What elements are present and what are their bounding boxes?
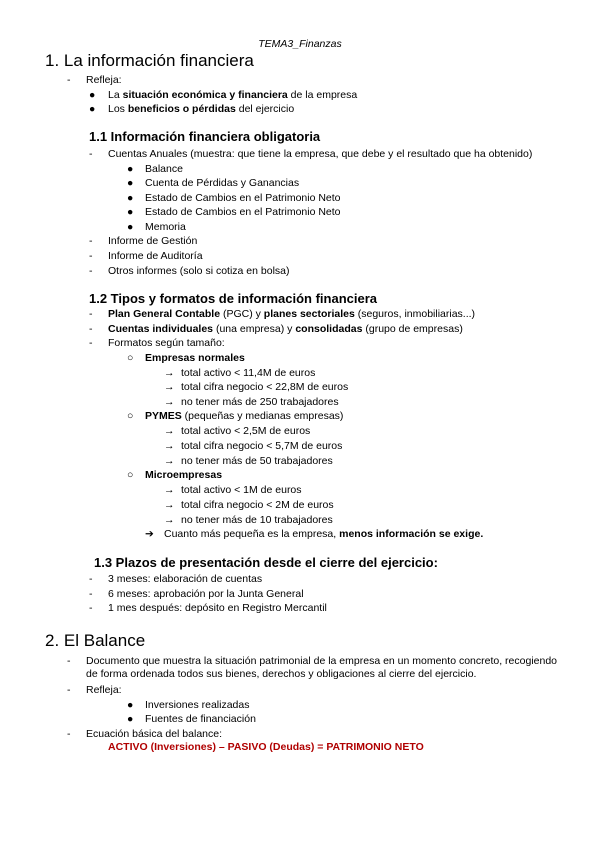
balance-definition: Documento que muestra la situación patrimonial de la empresa en un momento concreto, recogiendo de forma ordenada todos sus bienes, derechos y obligaciones al cierre del ejercicio. (86, 655, 558, 680)
list-item: Otros informes (solo si cotiza en bolsa) (108, 265, 290, 277)
dash-marker: - (67, 684, 71, 696)
circle-marker: ○ (127, 352, 134, 364)
circle-marker: ○ (127, 469, 134, 481)
bullet-marker: ● (89, 103, 96, 115)
list-item: 1 mes después: depósito en Registro Mercantil (108, 602, 327, 614)
empresas-normales-title: Empresas normales (145, 352, 245, 364)
dash-marker: - (89, 588, 93, 600)
bullet-marker: ● (127, 221, 134, 233)
section-1-2-heading: 1.2 Tipos y formatos de información financiera (89, 291, 377, 306)
microempresas-title: Microempresas (145, 469, 223, 481)
bullet-marker: ● (127, 177, 134, 189)
refleja-label: Refleja: (86, 74, 122, 86)
list-item: 6 meses: aprobación por la Junta General (108, 588, 304, 600)
circle-marker: ○ (127, 410, 134, 422)
dash-marker: - (89, 602, 93, 614)
ecuacion-label: Ecuación básica del balance: (86, 728, 223, 740)
arrow-marker: → (164, 396, 175, 408)
list-item: Plan General Contable (PGC) y planes sectoriales (seguros, inmobiliarias...) (108, 308, 476, 320)
bullet-marker: ● (127, 699, 134, 711)
dash-marker: - (89, 573, 93, 585)
bullet-marker: ● (127, 206, 134, 218)
arrow-marker: → (164, 514, 175, 526)
balance-formula: ACTIVO (Inversiones) – PASIVO (Deudas) = PATRIMONIO NETO (108, 741, 424, 753)
list-item: Inversiones realizadas (145, 699, 250, 711)
section-2-heading: 2. El Balance (45, 631, 146, 650)
list-item: Informe de Gestión (108, 235, 198, 247)
list-item: 3 meses: elaboración de cuentas (108, 573, 263, 585)
bullet-marker: ● (127, 163, 134, 175)
arrow-marker: → (164, 499, 175, 511)
dash-marker: - (89, 337, 93, 349)
refleja-label: Refleja: (86, 684, 122, 696)
list-item: Cuentas individuales (una empresa) y consolidadas (grupo de empresas) (108, 323, 463, 335)
dash-marker: - (89, 148, 93, 160)
conclusion-text: Cuanto más pequeña es la empresa, menos información se exige. (164, 528, 484, 540)
page-header-title: TEMA3_Finanzas (258, 38, 342, 50)
list-item: Los beneficios o pérdidas del ejercicio (108, 103, 295, 115)
list-item: Formatos según tamaño: (108, 337, 225, 349)
pymes-title: PYMES (pequeñas y medianas empresas) (145, 410, 344, 422)
section-1-3-heading: 1.3 Plazos de presentación desde el cierre del ejercicio: (94, 555, 438, 570)
dash-marker: - (67, 728, 71, 740)
arrow-marker: → (164, 455, 175, 467)
list-item: Estado de Cambios en el Patrimonio Neto (145, 206, 341, 218)
bold-arrow-icon: ➔ (145, 528, 154, 540)
list-item: Estado de Cambios en el Patrimonio Neto (145, 192, 341, 204)
arrow-marker: → (164, 425, 175, 437)
arrow-marker: → (164, 381, 175, 393)
list-item: La situación económica y financiera de la empresa (108, 89, 358, 101)
bullet-marker: ● (127, 192, 134, 204)
dash-marker: - (89, 250, 93, 262)
section-1-1-heading: 1.1 Información financiera obligatoria (89, 129, 321, 144)
list-item: Fuentes de financiación (145, 713, 256, 725)
dash-marker: - (89, 265, 93, 277)
list-item: total activo < 1M de euros (181, 484, 302, 496)
dash-marker: - (89, 323, 93, 335)
list-item: no tener más de 50 trabajadores (181, 455, 333, 467)
list-item: Memoria (145, 221, 186, 233)
arrow-marker: → (164, 484, 175, 496)
cuentas-anuales: Cuentas Anuales (muestra: que tiene la empresa, que debe y el resultado que ha obtenido) (108, 148, 533, 160)
list-item: total cifra negocio < 2M de euros (181, 499, 334, 511)
list-item: no tener más de 250 trabajadores (181, 396, 339, 408)
dash-marker: - (67, 655, 71, 667)
list-item: total activo < 11,4M de euros (181, 367, 316, 379)
dash-marker: - (67, 74, 71, 86)
list-item: Balance (145, 163, 183, 175)
list-item: Cuenta de Pérdidas y Ganancias (145, 177, 300, 189)
list-item: total activo < 2,5M de euros (181, 425, 311, 437)
arrow-marker: → (164, 440, 175, 452)
bullet-marker: ● (89, 89, 96, 101)
list-item: total cifra negocio < 5,7M de euros (181, 440, 343, 452)
bullet-marker: ● (127, 713, 134, 725)
dash-marker: - (89, 235, 93, 247)
list-item: no tener más de 10 trabajadores (181, 514, 333, 526)
arrow-marker: → (164, 367, 175, 379)
list-item: Informe de Auditoría (108, 250, 203, 262)
list-item: total cifra negocio < 22,8M de euros (181, 381, 349, 393)
section-1-heading: 1. La información financiera (45, 51, 254, 70)
dash-marker: - (89, 308, 93, 320)
